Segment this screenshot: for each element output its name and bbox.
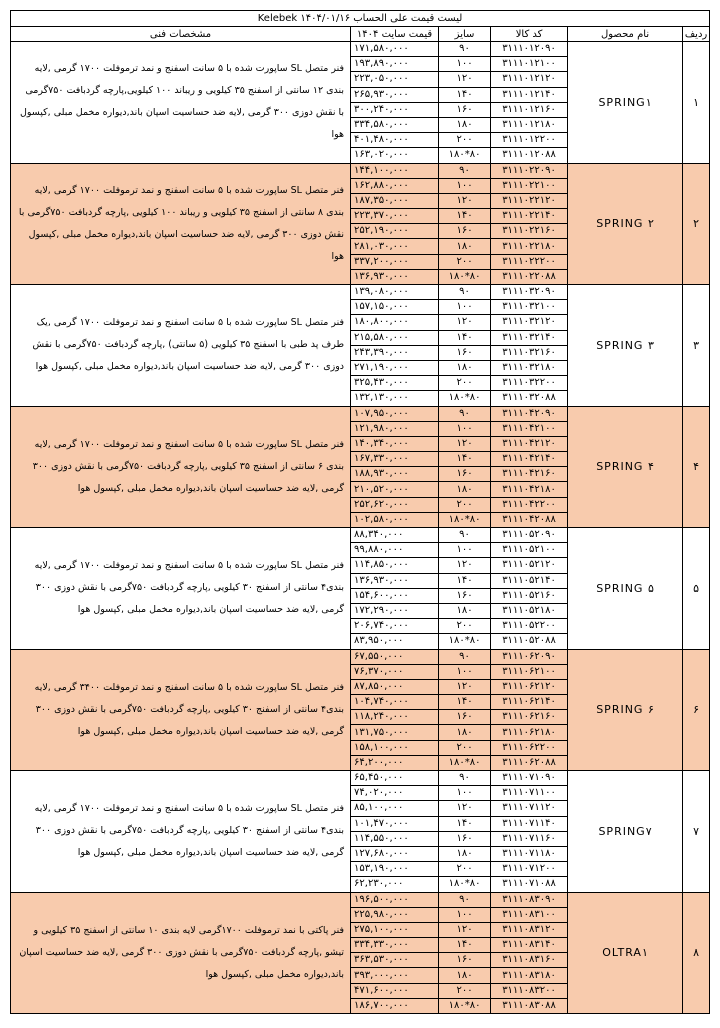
size-value: ۸۰*۱۸۰: [439, 998, 491, 1013]
size-value: ۱۰۰: [439, 300, 491, 315]
row-index: ۴: [683, 406, 710, 528]
size-value: ۲۰۰: [439, 133, 491, 148]
size-value: ۱۸۰: [439, 968, 491, 983]
size-value: ۱۰۰: [439, 57, 491, 72]
size-value: ۱۲۰: [439, 922, 491, 937]
product-name: SPRING ۶: [568, 649, 683, 771]
price-list-sheet: [10, 10, 709, 1014]
product-code: ۳۱۱۱۰۵۲۱۸۰: [491, 603, 568, 618]
size-value: ۱۰۰: [439, 178, 491, 193]
price-value: ۱۶۳,۰۲۰,۰۰۰: [351, 148, 439, 163]
price-value: ۸۸,۳۴۰,۰۰۰: [351, 528, 439, 543]
size-value: ۱۶۰: [439, 345, 491, 360]
product-code: ۳۱۱۱۰۵۲۱۰۰: [491, 543, 568, 558]
price-value: ۱۱۸,۲۴۰,۰۰۰: [351, 710, 439, 725]
price-value: ۳۶۳,۵۳۰,۰۰۰: [351, 953, 439, 968]
row-index: ۸: [683, 892, 710, 1014]
product-code: ۳۱۱۱۰۵۲۱۴۰: [491, 573, 568, 588]
price-value: ۱۵۳,۱۹۰,۰۰۰: [351, 862, 439, 877]
product-code: ۳۱۱۱۰۳۲۰۸۸: [491, 391, 568, 406]
price-value: ۶۲,۲۳۰,۰۰۰: [351, 877, 439, 892]
product-code: ۳۱۱۱۰۸۳۰۹۰: [491, 892, 568, 907]
product-code: ۳۱۱۱۰۶۲۲۰۰: [491, 740, 568, 755]
price-value: ۲۵۲,۶۲۰,۰۰۰: [351, 497, 439, 512]
product-code: ۳۱۱۱۰۸۳۱۶۰: [491, 953, 568, 968]
size-value: ۱۰۰: [439, 786, 491, 801]
product-code: ۳۱۱۱۰۷۱۱۸۰: [491, 846, 568, 861]
header-price: قیمت سایت ۱۴۰۴: [351, 27, 439, 42]
table-row: [11, 649, 710, 664]
size-value: ۱۶۰: [439, 102, 491, 117]
price-value: ۱۳۶,۹۳۰,۰۰۰: [351, 573, 439, 588]
price-value: ۱۳۶,۹۳۰,۰۰۰: [351, 269, 439, 284]
row-index: ۷: [683, 771, 710, 893]
technical-spec: فنر متصل SL ساپورت شده با ۵ سانت اسفنج و نمد ترموفلت ۳۴۰۰ گرمی ,لایه بندی۴ سانتی از اسفنج ۳۰ کیلویی ,پارچه گردبافت ۷۵۰گرمی با نقش دوزی ۳۰۰ گرمی ,لایه ضد حساسیت اسپان باند,دیواره مخمل مبلی ,کپسول هوا: [11, 649, 351, 771]
size-value: ۲۰۰: [439, 376, 491, 391]
price-value: ۳۹۳,۰۰۰,۰۰۰: [351, 968, 439, 983]
product-code: ۳۱۱۱۰۵۲۰۸۸: [491, 634, 568, 649]
size-value: ۸۰*۱۸۰: [439, 634, 491, 649]
price-value: ۸۵,۱۰۰,۰۰۰: [351, 801, 439, 816]
product-code: ۳۱۱۱۰۱۲۱۰۰: [491, 57, 568, 72]
product-code: ۳۱۱۱۰۴۲۰۹۰: [491, 406, 568, 421]
size-value: ۱۰۰: [439, 421, 491, 436]
product-code: ۳۱۱۱۰۸۳۲۰۰: [491, 983, 568, 998]
product-code: ۳۱۱۱۰۱۲۲۰۰: [491, 133, 568, 148]
technical-spec: فنر متصل SL ساپورت شده با ۵ سانت اسفنج و نمد ترموفلت ۱۷۰۰ گرمی ,لایه بندی۴ سانتی از اسفنج ۳۰ کیلویی ,پارچه گردبافت ۷۵۰گرمی با نقش دوزی ۳۰۰ گرمی ,لایه ضد حساسیت اسپان باند,دیواره مخمل مبلی ,کپسول هوا: [11, 771, 351, 893]
size-value: ۹۰: [439, 892, 491, 907]
product-code: ۳۱۱۱۰۵۲۱۲۰: [491, 558, 568, 573]
product-code: ۳۱۱۱۰۸۳۱۰۰: [491, 907, 568, 922]
product-code: ۳۱۱۱۰۲۲۱۲۰: [491, 193, 568, 208]
size-value: ۱۲۰: [439, 679, 491, 694]
product-name: SPRING ۲: [568, 163, 683, 285]
size-value: ۸۰*۱۸۰: [439, 391, 491, 406]
table-row: [11, 528, 710, 543]
row-index: ۶: [683, 649, 710, 771]
size-value: ۱۸۰: [439, 117, 491, 132]
product-name: SPRING۱: [568, 42, 683, 164]
price-value: ۳۳۴,۳۳۰,۰۰۰: [351, 938, 439, 953]
row-index: ۱: [683, 42, 710, 164]
size-value: ۱۸۰: [439, 725, 491, 740]
product-code: ۳۱۱۱۰۸۳۱۸۰: [491, 968, 568, 983]
product-code: ۳۱۱۱۰۳۲۰۹۰: [491, 285, 568, 300]
size-value: ۱۶۰: [439, 467, 491, 482]
technical-spec: فنر متصل SL ساپورت شده با ۵ سانت اسفنج و نمد ترموفلت ۱۷۰۰ گرمی ,لایه بندی ۸ سانتی از اسفنج ۳۵ کیلویی و ریباند ۱۰۰ کیلویی ,پارچه گردبافت ۷۵۰گرمی با نقش دوزی ۳۰۰ گرمی ,لایه ضد حساسیت اسپان باند,دیواره مخمل مبلی ,کپسول هوا: [11, 163, 351, 285]
price-value: ۱۳۹,۰۸۰,۰۰۰: [351, 285, 439, 300]
size-value: ۱۶۰: [439, 953, 491, 968]
product-code: ۳۱۱۱۰۷۱۲۰۰: [491, 862, 568, 877]
size-value: ۲۰۰: [439, 862, 491, 877]
price-value: ۱۸۶,۷۰۰,۰۰۰: [351, 998, 439, 1013]
product-code: ۳۱۱۱۰۴۲۱۲۰: [491, 436, 568, 451]
price-value: ۱۰۴,۷۴۰,۰۰۰: [351, 695, 439, 710]
technical-spec: فنر متصل SL ساپورت شده با ۵ سانت اسفنج و نمد ترموفلت ۱۷۰۰ گرمی ,لایه بندی ۱۲ سانتی از اسفنج ۳۵ کیلویی و ریباند ۱۰۰ کیلویی,پارچه گردبافت ۷۵۰گرمی با نقش دوزی ۳۰۰ گرمی ,لایه ضد حساسیت اسپان باند,دیواره مخمل مبلی ,کپسول هوا: [11, 42, 351, 164]
size-value: ۸۰*۱۸۰: [439, 148, 491, 163]
size-value: ۲۰۰: [439, 497, 491, 512]
table-row: [11, 42, 710, 57]
product-code: ۳۱۱۱۰۶۲۱۶۰: [491, 710, 568, 725]
size-value: ۹۰: [439, 406, 491, 421]
size-value: ۱۲۰: [439, 801, 491, 816]
header-code: کد کالا: [491, 27, 568, 42]
product-code: ۳۱۱۱۰۳۲۱۴۰: [491, 330, 568, 345]
product-code: ۳۱۱۱۰۱۲۰۹۰: [491, 42, 568, 57]
product-code: ۳۱۱۱۰۳۲۱۶۰: [491, 345, 568, 360]
price-value: ۱۰۲,۵۸۰,۰۰۰: [351, 512, 439, 527]
price-value: ۱۵۸,۱۰۰,۰۰۰: [351, 740, 439, 755]
size-value: ۲۰۰: [439, 983, 491, 998]
size-value: ۱۲۰: [439, 558, 491, 573]
size-value: ۱۸۰: [439, 603, 491, 618]
size-value: ۸۰*۱۸۰: [439, 512, 491, 527]
price-value: ۱۷۲,۲۹۰,۰۰۰: [351, 603, 439, 618]
price-value: ۱۳۲,۱۳۰,۰۰۰: [351, 391, 439, 406]
row-index: ۲: [683, 163, 710, 285]
size-value: ۱۲۰: [439, 193, 491, 208]
product-code: ۳۱۱۱۰۸۳۱۴۰: [491, 938, 568, 953]
product-code: ۳۱۱۱۰۷۱۱۲۰: [491, 801, 568, 816]
product-code: ۳۱۱۱۰۱۲۰۸۸: [491, 148, 568, 163]
technical-spec: فنر پاکتی با نمد ترموفلت ۱۷۰۰گرمی لایه بندی ۱۰ سانتی از اسفنج ۳۵ کیلویی و تیشو ,پارچه گردبافت ۷۵۰گرمی با نقش دوزی ۳۰۰ گرمی ,لایه ضد حساسیت اسپان باند,دیواره مخمل مبلی ,کپسول هوا: [11, 892, 351, 1014]
product-code: ۳۱۱۱۰۷۱۰۹۰: [491, 771, 568, 786]
product-code: ۳۱۱۱۰۶۲۰۸۸: [491, 755, 568, 770]
product-code: ۳۱۱۱۰۲۲۱۸۰: [491, 239, 568, 254]
size-value: ۸۰*۱۸۰: [439, 877, 491, 892]
product-code: ۳۱۱۱۰۶۲۱۴۰: [491, 695, 568, 710]
price-value: ۱۲۷,۶۸۰,۰۰۰: [351, 846, 439, 861]
table-row: [11, 163, 710, 178]
price-value: ۱۵۷,۱۵۰,۰۰۰: [351, 300, 439, 315]
price-value: ۱۸۷,۳۵۰,۰۰۰: [351, 193, 439, 208]
product-code: ۳۱۱۱۰۴۲۱۸۰: [491, 482, 568, 497]
product-code: ۳۱۱۱۰۲۲۱۴۰: [491, 209, 568, 224]
size-value: ۸۰*۱۸۰: [439, 269, 491, 284]
price-value: ۱۶۲,۸۸۰,۰۰۰: [351, 178, 439, 193]
product-code: ۳۱۱۱۰۱۲۱۶۰: [491, 102, 568, 117]
price-value: ۷۴,۰۲۰,۰۰۰: [351, 786, 439, 801]
price-value: ۶۴,۲۰۰,۰۰۰: [351, 755, 439, 770]
size-value: ۱۸۰: [439, 239, 491, 254]
product-code: ۳۱۱۱۰۱۲۱۸۰: [491, 117, 568, 132]
product-code: ۳۱۱۱۰۲۲۱۶۰: [491, 224, 568, 239]
price-value: ۲۲۳,۳۷۰,۰۰۰: [351, 209, 439, 224]
size-value: ۸۰*۱۸۰: [439, 755, 491, 770]
size-value: ۱۰۰: [439, 543, 491, 558]
sheet-title: لیست قیمت علی الحساب ۱۴۰۴/۰۱/۱۶ Kelebek: [11, 11, 710, 27]
price-value: ۱۰۷,۹۵۰,۰۰۰: [351, 406, 439, 421]
size-value: ۱۲۰: [439, 436, 491, 451]
size-value: ۱۴۰: [439, 938, 491, 953]
price-value: ۶۷,۵۵۰,۰۰۰: [351, 649, 439, 664]
size-value: ۱۶۰: [439, 710, 491, 725]
size-value: ۹۰: [439, 771, 491, 786]
product-name: SPRING ۴: [568, 406, 683, 528]
size-value: ۲۰۰: [439, 619, 491, 634]
product-code: ۳۱۱۱۰۷۱۰۸۸: [491, 877, 568, 892]
table-row: [11, 892, 710, 907]
product-code: ۳۱۱۱۰۲۲۰۹۰: [491, 163, 568, 178]
price-value: ۱۳۱,۷۵۰,۰۰۰: [351, 725, 439, 740]
price-value: ۱۱۴,۸۵۰,۰۰۰: [351, 558, 439, 573]
product-code: ۳۱۱۱۰۱۲۱۴۰: [491, 87, 568, 102]
price-value: ۴۷۱,۶۰۰,۰۰۰: [351, 983, 439, 998]
price-value: ۲۲۵,۹۸۰,۰۰۰: [351, 907, 439, 922]
price-value: ۱۱۴,۵۵۰,۰۰۰: [351, 831, 439, 846]
price-value: ۱۰۱,۴۷۰,۰۰۰: [351, 816, 439, 831]
product-code: ۳۱۱۱۰۷۱۱۶۰: [491, 831, 568, 846]
price-value: ۲۶۵,۹۳۰,۰۰۰: [351, 87, 439, 102]
size-value: ۱۴۰: [439, 452, 491, 467]
size-value: ۱۰۰: [439, 907, 491, 922]
table-row: [11, 285, 710, 300]
size-value: ۱۲۰: [439, 72, 491, 87]
technical-spec: فنر متصل SL ساپورت شده با ۵ سانت اسفنج و نمد ترموفلت ۱۷۰۰ گرمی ,یک طرف پد طبی با اسفنج ۳۵ کیلویی (۵ سانتی) ,پارچه گردبافت ۷۵۰گرمی با نقش دوزی ۳۰۰ گرمی ,لایه ضد حساسیت اسپان باند,دیواره مخمل مبلی ,کپسول هوا: [11, 285, 351, 407]
product-code: ۳۱۱۱۰۴۲۲۰۰: [491, 497, 568, 512]
table-row: [11, 406, 710, 421]
product-name: SPRING ۵: [568, 528, 683, 650]
price-value: ۲۲۳,۰۵۰,۰۰۰: [351, 72, 439, 87]
row-index: ۵: [683, 528, 710, 650]
product-code: ۳۱۱۱۰۶۲۱۲۰: [491, 679, 568, 694]
product-code: ۳۱۱۱۰۴۲۱۶۰: [491, 467, 568, 482]
technical-spec: فنر متصل SL ساپورت شده با ۵ سانت اسفنج و نمد ترموفلت ۱۷۰۰ گرمی ,لایه بندی۴ سانتی از اسفنج ۳۰ کیلویی ,پارچه گردبافت ۷۵۰گرمی با نقش دوزی ۳۰۰ گرمی ,لایه ضد حساسیت اسپان باند,دیواره مخمل مبلی ,کپسول هوا: [11, 528, 351, 650]
price-value: ۲۰۶,۷۴۰,۰۰۰: [351, 619, 439, 634]
price-value: ۳۳۷,۲۰۰,۰۰۰: [351, 254, 439, 269]
price-value: ۱۴۴,۱۰۰,۰۰۰: [351, 163, 439, 178]
product-code: ۳۱۱۱۰۱۲۱۲۰: [491, 72, 568, 87]
product-code: ۳۱۱۱۰۳۲۲۰۰: [491, 376, 568, 391]
size-value: ۱۰۰: [439, 664, 491, 679]
price-value: ۳۳۴,۵۸۰,۰۰۰: [351, 117, 439, 132]
header-product: نام محصول: [568, 27, 683, 42]
price-value: ۱۷۱,۵۸۰,۰۰۰: [351, 42, 439, 57]
product-code: ۳۱۱۱۰۲۲۱۰۰: [491, 178, 568, 193]
size-value: ۱۶۰: [439, 224, 491, 239]
size-value: ۱۴۰: [439, 209, 491, 224]
price-value: ۱۹۳,۸۹۰,۰۰۰: [351, 57, 439, 72]
product-code: ۳۱۱۱۰۶۲۱۰۰: [491, 664, 568, 679]
size-value: ۹۰: [439, 163, 491, 178]
product-code: ۳۱۱۱۰۵۲۱۶۰: [491, 588, 568, 603]
price-value: ۱۴۰,۳۴۰,۰۰۰: [351, 436, 439, 451]
size-value: ۱۴۰: [439, 816, 491, 831]
price-value: ۲۷۵,۱۰۰,۰۰۰: [351, 922, 439, 937]
product-code: ۳۱۱۱۰۲۲۰۸۸: [491, 269, 568, 284]
price-value: ۱۸۰,۸۰۰,۰۰۰: [351, 315, 439, 330]
size-value: ۹۰: [439, 42, 491, 57]
product-code: ۳۱۱۱۰۳۲۱۰۰: [491, 300, 568, 315]
product-code: ۳۱۱۱۰۴۲۰۸۸: [491, 512, 568, 527]
size-value: ۱۶۰: [439, 831, 491, 846]
table-body: [11, 42, 710, 1014]
price-value: ۹۹,۸۸۰,۰۰۰: [351, 543, 439, 558]
price-value: ۷۶,۳۷۰,۰۰۰: [351, 664, 439, 679]
size-value: ۹۰: [439, 285, 491, 300]
price-value: ۱۹۶,۵۰۰,۰۰۰: [351, 892, 439, 907]
product-code: ۳۱۱۱۰۸۳۰۸۸: [491, 998, 568, 1013]
price-value: ۲۴۳,۳۹۰,۰۰۰: [351, 345, 439, 360]
price-value: ۴۰۱,۴۸۰,۰۰۰: [351, 133, 439, 148]
header-spec: مشخصات فنی: [11, 27, 351, 42]
size-value: ۱۴۰: [439, 695, 491, 710]
header-idx: ردیف: [683, 27, 710, 42]
price-value: ۸۳,۹۵۰,۰۰۰: [351, 634, 439, 649]
product-code: ۳۱۱۱۰۳۲۱۲۰: [491, 315, 568, 330]
price-value: ۱۵۴,۶۰۰,۰۰۰: [351, 588, 439, 603]
product-name: SPRING۷: [568, 771, 683, 893]
product-code: ۳۱۱۱۰۶۲۱۸۰: [491, 725, 568, 740]
size-value: ۱۲۰: [439, 315, 491, 330]
size-value: ۹۰: [439, 649, 491, 664]
size-value: ۱۸۰: [439, 360, 491, 375]
price-value: ۶۵,۴۵۰,۰۰۰: [351, 771, 439, 786]
price-value: ۳۰۰,۲۴۰,۰۰۰: [351, 102, 439, 117]
price-value: ۱۲۱,۹۸۰,۰۰۰: [351, 421, 439, 436]
product-code: ۳۱۱۱۰۲۲۲۰۰: [491, 254, 568, 269]
price-value: ۱۸۸,۹۳۰,۰۰۰: [351, 467, 439, 482]
size-value: ۱۴۰: [439, 87, 491, 102]
price-table: [10, 10, 710, 1014]
price-value: ۲۱۵,۵۸۰,۰۰۰: [351, 330, 439, 345]
product-code: ۳۱۱۱۰۴۲۱۴۰: [491, 452, 568, 467]
product-name: SPRING ۳: [568, 285, 683, 407]
price-value: ۳۲۵,۴۳۰,۰۰۰: [351, 376, 439, 391]
row-index: ۳: [683, 285, 710, 407]
product-code: ۳۱۱۱۰۳۲۱۸۰: [491, 360, 568, 375]
size-value: ۱۶۰: [439, 588, 491, 603]
technical-spec: فنر متصل SL ساپورت شده با ۵ سانت اسفنج و نمد ترموفلت ۱۷۰۰ گرمی ,لایه بندی ۶ سانتی از اسفنج ۳۵ کیلویی ,پارچه گردبافت ۷۵۰گرمی با نقش دوزی ۳۰۰ گرمی ,لایه ضد حساسیت اسپان باند,دیواره مخمل مبلی ,کپسول هوا: [11, 406, 351, 528]
product-code: ۳۱۱۱۰۴۲۱۰۰: [491, 421, 568, 436]
price-value: ۲۷۱,۱۹۰,۰۰۰: [351, 360, 439, 375]
price-value: ۲۱۰,۵۲۰,۰۰۰: [351, 482, 439, 497]
header-size: سایز: [439, 27, 491, 42]
price-value: ۲۸۱,۰۳۰,۰۰۰: [351, 239, 439, 254]
size-value: ۱۸۰: [439, 846, 491, 861]
size-value: ۱۴۰: [439, 573, 491, 588]
size-value: ۱۴۰: [439, 330, 491, 345]
product-code: ۳۱۱۱۰۵۲۲۰۰: [491, 619, 568, 634]
product-code: ۳۱۱۱۰۶۲۰۹۰: [491, 649, 568, 664]
product-code: ۳۱۱۱۰۷۱۱۴۰: [491, 816, 568, 831]
price-value: ۲۵۲,۱۹۰,۰۰۰: [351, 224, 439, 239]
table-row: [11, 771, 710, 786]
product-code: ۳۱۱۱۰۷۱۱۰۰: [491, 786, 568, 801]
price-value: ۸۷,۸۵۰,۰۰۰: [351, 679, 439, 694]
product-code: ۳۱۱۱۰۵۲۰۹۰: [491, 528, 568, 543]
size-value: ۲۰۰: [439, 740, 491, 755]
price-value: ۱۶۷,۳۳۰,۰۰۰: [351, 452, 439, 467]
size-value: ۹۰: [439, 528, 491, 543]
size-value: ۲۰۰: [439, 254, 491, 269]
size-value: ۱۸۰: [439, 482, 491, 497]
product-name: OLTRA۱: [568, 892, 683, 1014]
product-code: ۳۱۱۱۰۸۳۱۲۰: [491, 922, 568, 937]
